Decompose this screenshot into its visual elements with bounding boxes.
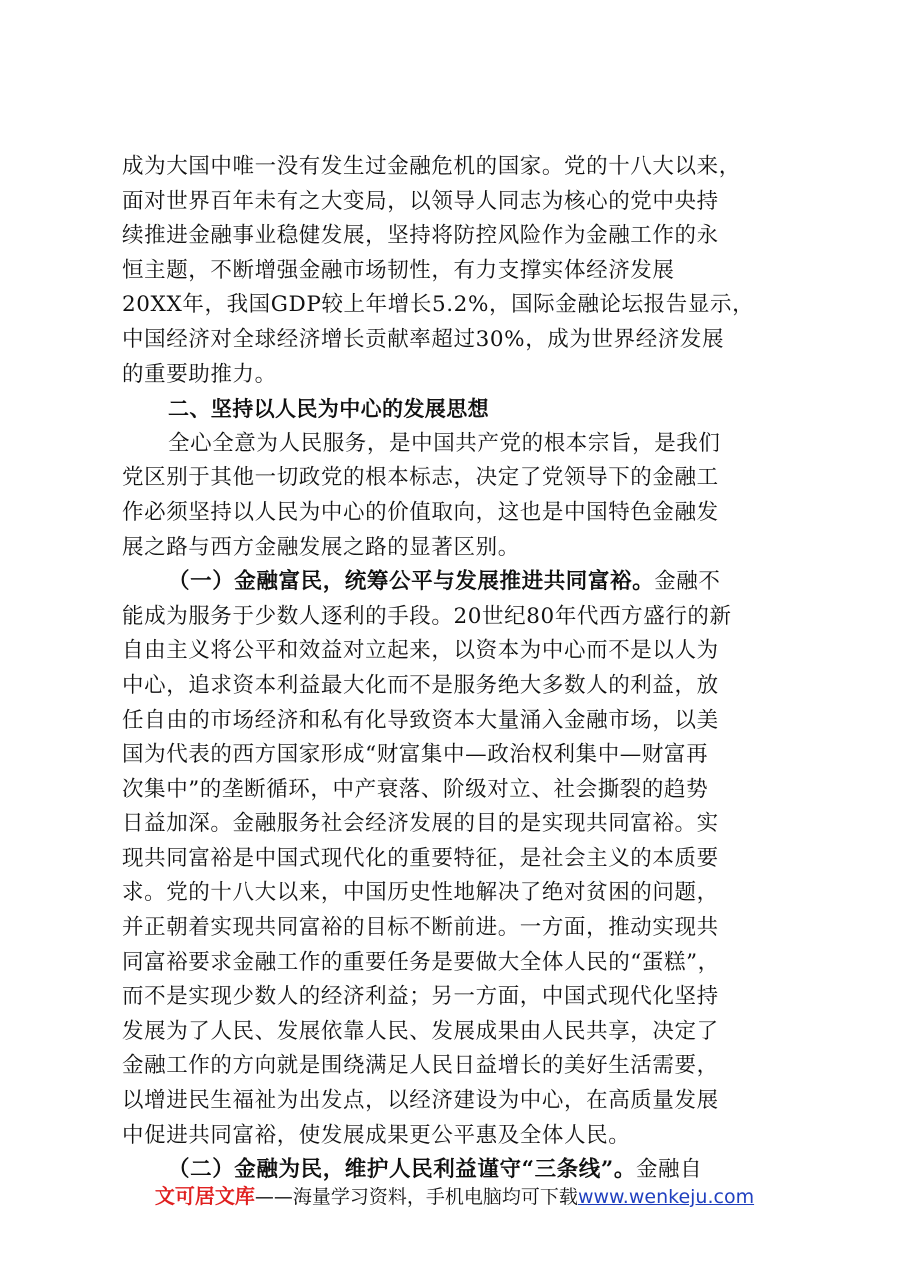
body-line: 的重要助推力。 <box>122 361 277 387</box>
body-line: 全心全意为人民服务，是中国共产党的根本宗旨，是我们 <box>168 430 721 456</box>
body-line: 日益加深。金融服务社会经济发展的目的是实现共同富裕。实 <box>122 811 719 837</box>
body-line: 面对世界百年未有之大变局，以领导人同志为核心的党中央持 <box>122 188 719 214</box>
subsection-1-line <box>122 565 797 600</box>
body-line: 现共同富裕是中国式现代化的重要特征，是社会主义的本质要 <box>122 845 719 871</box>
body-line: 任自由的市场经济和私有化导致资本大量涌入金融市场，以美 <box>122 707 719 733</box>
subsection-1-lead: 金融不 <box>654 569 721 595</box>
subsection-2-title: （二）金融为民，维护人民利益谨守“三条线”。 <box>168 1157 636 1183</box>
body-line: 续推进金融事业稳健发展，坚持将防控风险作为金融工作的永 <box>122 223 719 249</box>
body-line: 并正朝着实现共同富裕的目标不断前进。一方面，推动实现共 <box>122 915 719 941</box>
body-line: 能成为服务于少数人逐利的手段。20世纪80年代西方盛行的新 <box>122 603 732 629</box>
body-line: 20XX年，我国GDP较上年增长5.2%，国际金融论坛报告显示， <box>122 292 755 318</box>
body-line: 中心，追求资本利益最大化而不是服务绝大多数人的利益，放 <box>122 672 719 698</box>
section-heading: 二、坚持以人民为中心的发展思想 <box>168 397 489 422</box>
footer-tagline: ——海量学习资料，手机电脑均可下载 <box>254 1186 578 1208</box>
body-line: 同富裕要求金融工作的重要任务是要做大全体人民的“蛋糕”， <box>122 949 720 975</box>
body-line: 中促进共同富裕，使发展成果更公平惠及全体人民。 <box>122 1122 631 1148</box>
body-line: 以增进民生福祉为出发点，以经济建设为中心，在高质量发展 <box>122 1088 719 1114</box>
body-line: 发展为了人民、发展依靠人民、发展成果由人民共享，决定了 <box>122 1018 719 1044</box>
footer-brand: 文可居文库 <box>154 1184 255 1208</box>
footer-website-link[interactable]: www.wenkeju.com <box>577 1186 755 1208</box>
body-line: 国为代表的西方国家形成“财富集中—政治权利集中—财富再 <box>122 742 709 768</box>
body-line: 党区别于其他一切政党的根本标志，决定了党领导下的金融工 <box>122 465 719 491</box>
body-line: 而不是实现少数人的经济利益；另一方面，中国式现代化坚持 <box>122 984 719 1010</box>
subsection-1-title: （一）金融富民，统筹公平与发展推进共同富裕。 <box>168 569 655 595</box>
body-line: 展之路与西方金融发展之路的显著区别。 <box>122 534 520 560</box>
body-line: 自由主义将公平和效益对立起来，以资本为中心而不是以人为 <box>122 638 719 664</box>
body-line: 恒主题，不断增强金融市场韧性，有力支撑实体经济发展 <box>122 257 675 283</box>
body-line: 求。党的十八大以来，中国历史性地解决了绝对贫困的问题， <box>122 880 719 906</box>
body-line: 次集中”的垄断循环，中产衰落、阶级对立、社会撕裂的趋势 <box>122 776 709 802</box>
subsection-2-lead: 金融自 <box>635 1157 703 1183</box>
body-line: 成为大国中唯一没有发生过金融危机的国家。党的十八大以来， <box>122 154 741 179</box>
body-line: 金融工作的方向就是围绕满足人民日益增长的美好生活需要， <box>122 1053 719 1079</box>
body-line: 作必须坚持以人民为中心的价值取向，这也是中国特色金融发 <box>122 499 719 525</box>
body-line: 中国经济对全球经济增长贡献率超过30%，成为世界经济发展 <box>122 326 725 352</box>
document-body <box>122 150 797 1188</box>
footer-banner <box>0 1183 909 1210</box>
